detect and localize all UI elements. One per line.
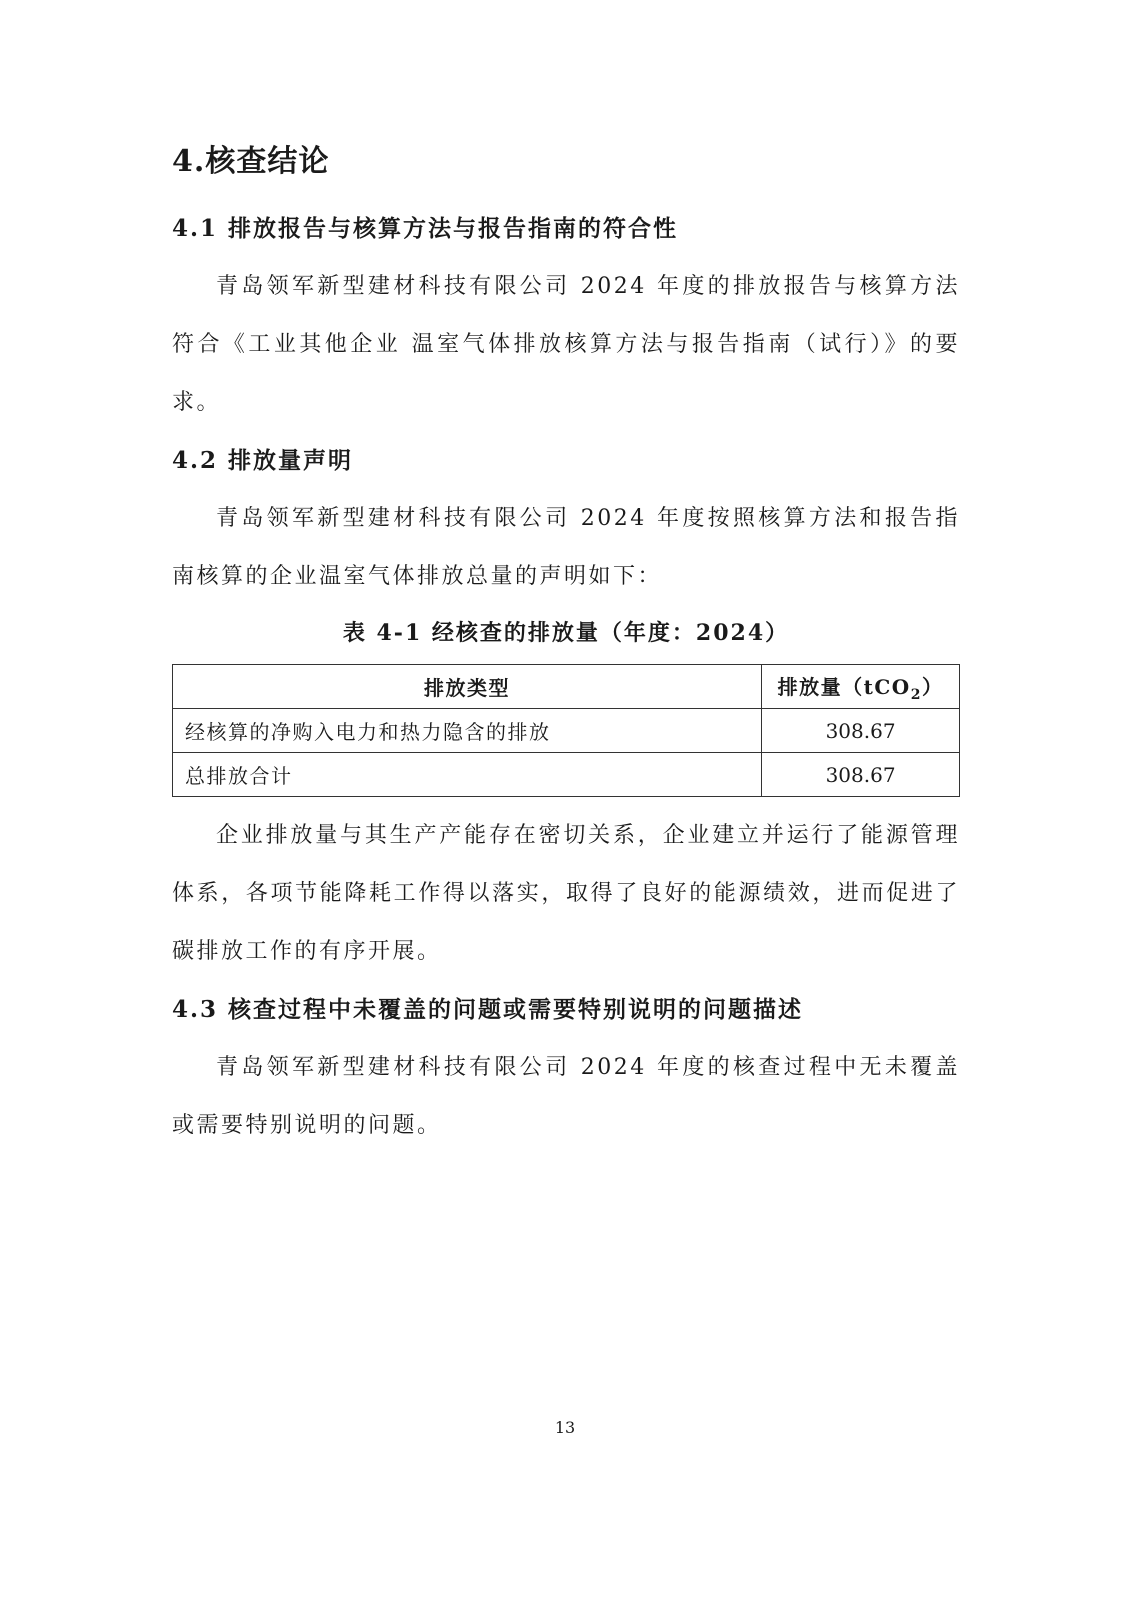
subsection-4-1-title: 4.1 排放报告与核算方法与报告指南的符合性 (172, 215, 679, 242)
subsection-4-2-paragraph-after: 企业排放量与其生产产能存在密切关系，企业建立并运行了能源管理体系，各项节能降耗工作得以落实，取得了良好的能源绩效，进而促进了碳排放工作的有序开展。 (172, 823, 960, 964)
page-content (172, 140, 960, 1165)
header-amount-prefix: 排放量（tCO (777, 674, 911, 699)
row-emission-value: 308.67 (762, 753, 960, 797)
row-emission-value: 308.67 (762, 709, 960, 753)
row-emission-type: 经核算的净购入电力和热力隐含的排放 (173, 709, 762, 753)
subsection-4-2-paragraph: 青岛领军新型建材科技有限公司 2024 年度按照核算方法和报告指南核算的企业温室气体排放总量的声明如下： (172, 506, 960, 589)
header-amount-suffix: ） (921, 674, 944, 699)
subsection-4-1-paragraph: 青岛领军新型建材科技有限公司 2024 年度的排放报告与核算方法符合《工业其他企业 温室气体排放核算方法与报告指南（试行）》的要求。 (172, 274, 960, 415)
subsection-4-3-title: 4.3 核查过程中未覆盖的问题或需要特别说明的问题描述 (172, 996, 804, 1023)
subsection-4-3-paragraph: 青岛领军新型建材科技有限公司 2024 年度的核查过程中无未覆盖或需要特别说明的问题。 (172, 1055, 960, 1138)
subsection-4-2-title: 4.2 排放量声明 (172, 447, 354, 474)
table-header-row (173, 665, 960, 709)
table-row (173, 753, 960, 797)
table-row (173, 709, 960, 753)
header-amount-subscript: 2 (910, 686, 922, 703)
table-caption: 表 4-1 经核查的排放量（年度：2024） (342, 620, 790, 646)
page-number: 13 (554, 1418, 576, 1437)
emissions-table (172, 664, 960, 797)
header-emission-amount (762, 665, 960, 709)
header-emission-type: 排放类型 (173, 665, 762, 709)
section-title: 4.核查结论 (172, 144, 330, 179)
row-emission-type: 总排放合计 (173, 753, 762, 797)
